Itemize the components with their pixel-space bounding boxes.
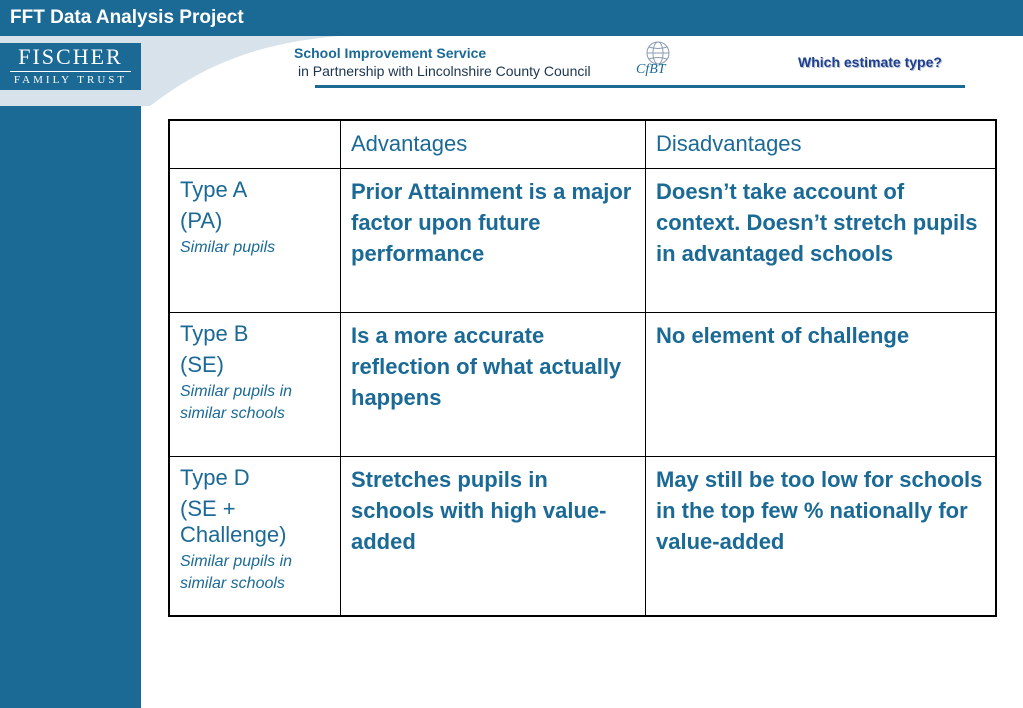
disadvantages-cell (646, 457, 997, 617)
type-name: Type A (180, 177, 248, 202)
advantages-text: Stretches pupils in schools with high value-added (351, 467, 607, 554)
side-bar (0, 36, 141, 708)
disadvantages-text: May still be too low for schools in the top few % nationally for value-added (656, 467, 983, 554)
estimate-comparison-table (168, 119, 997, 617)
advantages-cell (341, 169, 646, 313)
service-name: School Improvement Service (294, 45, 487, 61)
advantages-cell (341, 313, 646, 457)
service-block (294, 44, 591, 80)
type-name: Type D (180, 465, 250, 490)
logo-main-text: FISCHER (18, 44, 123, 69)
header-cell-empty (169, 120, 341, 169)
disadvantages-cell (646, 169, 997, 313)
fischer-family-trust-logo (0, 43, 141, 90)
type-code: (SE + Challenge) (180, 496, 287, 547)
header-rule (315, 85, 965, 88)
header-cell-advantages: Advantages (341, 120, 646, 169)
logo-sub-text: FAMILY TRUST (13, 74, 128, 86)
type-code: (PA) (180, 208, 223, 233)
table-row (169, 313, 996, 457)
logo-divider (10, 71, 131, 72)
disadvantages-cell (646, 313, 997, 457)
slide-title: Which estimate type? (798, 54, 942, 70)
type-cell (169, 457, 341, 617)
type-code: (SE) (180, 352, 224, 377)
header-cell-disadvantages: Disadvantages (646, 120, 997, 169)
top-bar (0, 0, 1023, 36)
disadvantages-text: No element of challenge (656, 323, 910, 348)
table-row (169, 169, 996, 313)
table-row (169, 457, 996, 617)
table-header-row (169, 120, 996, 169)
cfbt-logo-text: CfBT (636, 62, 666, 77)
disadvantages-text: Doesn’t take account of context. Doesn’t stretch pupils in advantaged schools (656, 179, 978, 266)
type-cell (169, 169, 341, 313)
type-description: Similar pupils in similar schools (180, 553, 293, 592)
type-description: Similar pupils (180, 239, 276, 256)
type-description: Similar pupils in similar schools (180, 383, 293, 422)
project-title: FFT Data Analysis Project (10, 7, 244, 28)
advantages-cell (341, 457, 646, 617)
advantages-text: Prior Attainment is a major factor upon future performance (351, 179, 632, 266)
advantages-text: Is a more accurate reflection of what actually happens (351, 323, 622, 410)
partnership-text: in Partnership with Lincolnshire County Council (298, 63, 591, 79)
type-name: Type B (180, 321, 249, 346)
type-cell (169, 313, 341, 457)
